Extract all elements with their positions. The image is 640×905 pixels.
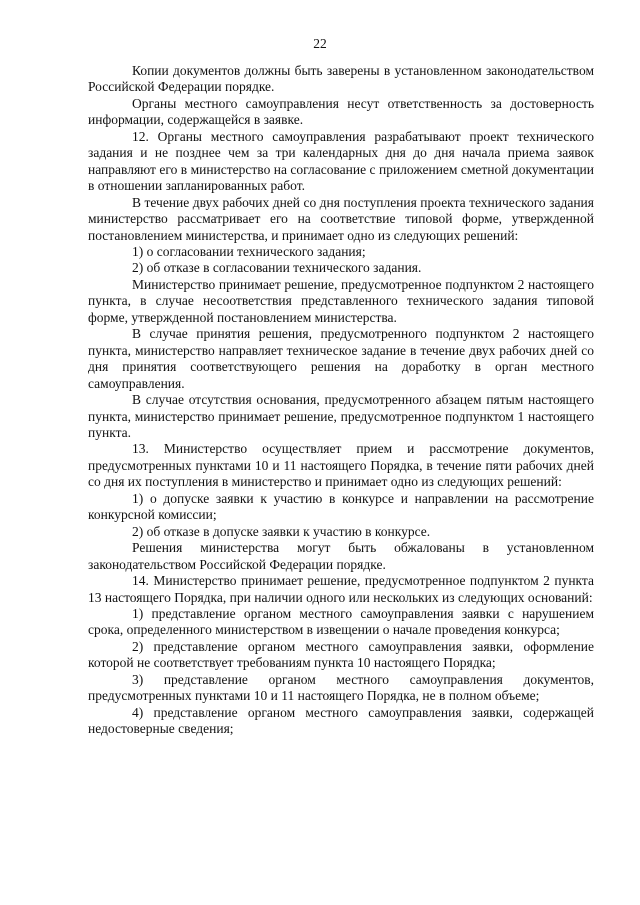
paragraph-5: 1) о согласовании технического задания; <box>132 243 366 259</box>
paragraph-7: Министерство принимает решение, предусмотренное подпунктом 2 настоящего пункта, в случае несоответствия представленного технического задания типовой форме, утвержденной постановлением министерства. <box>88 276 594 325</box>
paragraph-2: Органы местного самоуправления несут ответственность за достоверность информации, содержащейся в заявке. <box>88 95 594 128</box>
paragraph-8: В случае принятия решения, предусмотренного подпунктом 2 настоящего пункта, министерство направляет техническое задание в течение двух рабочих дней со дня принятия соответствующего решения на доработку в орган местного самоуправления. <box>88 326 594 391</box>
paragraph-12: 2) об отказе в допуске заявки к участию в конкурсе. <box>132 523 431 539</box>
paragraph-17: 3) представление органом местного самоуправления документов, предусмотренных пунктами 10 и 11 настоящего Порядка, не в полном объеме; <box>88 671 594 704</box>
paragraph-9: В случае отсутствия основания, предусмотренного абзацем пятым настоящего пункта, министерство принимает решение, предусмотренное подпунктом 1 настоящего пункта. <box>88 392 594 440</box>
paragraph-18: 4) представление органом местного самоуправления заявки, содержащей недостоверные сведения; <box>88 704 594 737</box>
paragraph-13: Решения министерства могут быть обжалованы в установленном законодательством Российской Федерации порядке. <box>88 540 594 572</box>
paragraph-1: Копии документов должны быть заверены в установленном законодательством Российской Федерации порядке. <box>88 63 594 95</box>
paragraph-14: 14. Министерство принимает решение, предусмотренное подпунктом 2 пункта 13 настоящего Порядка, при наличии одного или нескольких из следующих оснований: <box>88 573 594 605</box>
paragraph-16: 2) представление органом местного самоуправления заявки, оформление которой не соответствует требованиям пункта 10 настоящего Порядка; <box>88 638 594 671</box>
document-body <box>88 63 594 738</box>
paragraph-6: 2) об отказе в согласовании технического задания. <box>132 260 422 276</box>
paragraph-11: 1) о допуске заявки к участию в конкурсе и направлении на рассмотрение конкурсной комиссии; <box>88 490 594 523</box>
paragraph-3: 12. Органы местного самоуправления разрабатывают проект технического задания и не позднее чем за три календарных дня до дня начала приема заявок направляют его в министерство на согласование с приложением сметной документации в отношении запланированных работ. <box>88 128 594 194</box>
paragraph-15: 1) представление органом местного самоуправления заявки с нарушением срока, определенного министерством в извещении о начале проведения конкурса; <box>88 605 594 638</box>
paragraph-10: 13. Министерство осуществляет прием и рассмотрение документов, предусмотренных пунктами 10 и 11 настоящего Порядка, в течение пяти рабочих дней со дня их поступления в министерство и принимает одно из следующих решений: <box>88 441 594 490</box>
page-number: 22 <box>313 36 327 51</box>
paragraph-4: В течение двух рабочих дней со дня поступления проекта технического задания министерство рассматривает его на соответствие типовой форме, утвержденной постановлением министерства, и принимает одно из следующих решений: <box>88 194 594 243</box>
